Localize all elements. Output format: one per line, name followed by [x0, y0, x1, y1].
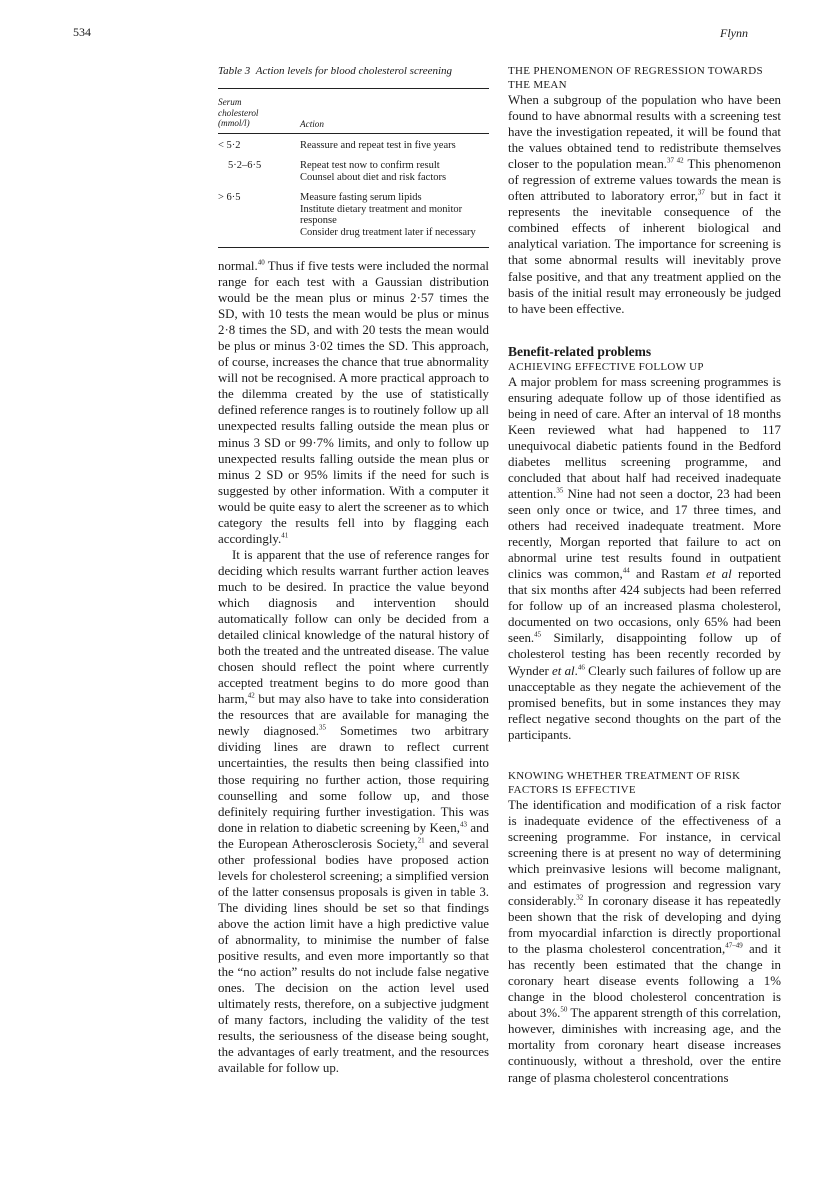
- action-cell: [300, 160, 489, 183]
- text-run: reported that six months after 424 subjects had been referred for follow up of an increased plasma cholesterol, documented on two occasions, only 65% had been seen.: [508, 567, 781, 646]
- header-line: (mmol/l): [218, 118, 250, 128]
- citation: 42: [247, 691, 255, 700]
- table-caption: [218, 64, 489, 78]
- text-run: A major problem for mass screening programmes is ensuring adequate follow up of those identified as being in need of care. After an interval of 18 months Keen reviewed what had happened to 117 unequivocal diabetic patients found in the Bedford diabetes mellitus screening programme, and concluded that about half had received inadequate attention.: [508, 374, 781, 501]
- paragraph: [218, 547, 489, 1077]
- citation: 35: [556, 486, 564, 495]
- table-header-row: [218, 89, 489, 133]
- action-line: Measure fasting serum lipids: [300, 192, 422, 203]
- action-cell: [300, 140, 489, 152]
- action-cell: [300, 192, 489, 238]
- citation: 47–49: [725, 941, 743, 950]
- citation: 35: [319, 724, 326, 733]
- text-run: It is apparent that the use of reference ranges for deciding which results warrant further action leaves much to be desired. In practice the value beyond which diagnosis and intervention should automatically follow can only be decided from a detailed clinical knowledge of the natural history of both the treated and the untreated disease. The value chosen should reflect the point where currently accepted treatment begins to do more good than harm,: [218, 547, 489, 707]
- subsection-heading-follow-up: ACHIEVING EFFECTIVE FOLLOW UP: [508, 360, 704, 373]
- section-heading-regression: THE PHENOMENON OF REGRESSION TOWARDS THE MEAN: [508, 65, 763, 91]
- text-run: The identification and modification of a risk factor is inadequate evidence of the effectiveness of a screening programme. For instance, in cervical screening there is at present no way of determining which preinvasive lesions will become malignant, and estimates of progression and regression vary considerably.: [508, 797, 781, 909]
- running-head: Flynn: [720, 26, 748, 40]
- column-header-cholesterol: [218, 97, 300, 129]
- header-line: Serum: [218, 97, 242, 107]
- text-run: and the European Atherosclerosis Society,: [218, 820, 489, 851]
- page-number: 534: [73, 25, 91, 39]
- text-run: but in fact it represents the inevitable consequence of the combined effects of inherent biological and analytical variation. The importance for screening is that some abnormal results will inevitably prove false positive, and that any treatment applied on the basis of the initial result may erroneously be judged to have been effective.: [508, 189, 781, 316]
- text-run: The apparent strength of this correlation, however, diminishes with increasing age, and the mortality from coronary heart disease increases continuously, without a threshold, over the entire range of plasma cholesterol concentrations: [508, 1006, 781, 1085]
- text-run: Thus if five tests were included the normal range for each test with a Gaussian distribution would be the mean plus or minus 2·57 times the SD, with 10 tests the mean would be plus or minus 2·8 times the SD, and with 20 tests the mean would be plus or minus 3·02 times the SD. This approach, of course, increases the chance that true abnormality will not be recognised. A more practical approach to the dilemma created by the use of statistically defined reference ranges is to routinely follow up all unexpected results falling outside the mean plus or minus 3 SD or 99·7% limits, and only to follow up unexpected results falling outside the mean plus or minus 2 SD or 95% limits if the need for such is suggested by other information. With a computer it would be quite easy to alert the screener as to which category the results fell into by flagging each accordingly.: [218, 259, 489, 546]
- table-body: [218, 134, 489, 239]
- table-caption-text: Action levels for blood cholesterol screening: [255, 65, 453, 77]
- text-run: Similarly, disappointing follow up of cholesterol testing has been recently recorded by Wynder: [508, 631, 781, 678]
- action-line: response: [300, 215, 337, 226]
- text-run: and Rastam: [629, 567, 707, 582]
- citation: 46: [577, 663, 585, 672]
- text-run: Sometimes two arbitrary dividing lines are drawn to reflect current uncertainties, the results then being classified into those requiring no further action, those requiring counselling and some follow up, and those definitely requiring further investigation. This was done in relation to diabetic screening by Keen,: [218, 724, 490, 835]
- text-run: In coronary disease it has repeatedly been shown that the risk of developing and dying from myocardial infarction is directly proportional to the plasma cholesterol concentration,: [508, 894, 781, 957]
- paragraph: [218, 258, 489, 547]
- citation: 43: [459, 820, 467, 829]
- paragraph: [508, 374, 781, 743]
- action-line: Repeat test now to confirm result: [300, 160, 440, 171]
- table-row: [218, 140, 489, 152]
- column-header-action: Action: [300, 118, 324, 129]
- citation: 45: [534, 631, 542, 640]
- paragraph: [508, 92, 781, 317]
- citation: 41: [281, 531, 289, 540]
- citation: 32: [576, 893, 584, 902]
- citation: 40: [257, 258, 265, 267]
- action-line: Consider drug treatment later if necessary: [300, 226, 476, 238]
- citation: 21: [417, 836, 425, 845]
- section-heading-benefit: Benefit-related problems: [508, 343, 652, 359]
- cholesterol-level: > 6·5: [218, 192, 241, 203]
- table-row: [218, 160, 489, 183]
- text-run: and several other professional bodies have proposed action levels for cholesterol screening; a simplified version of the latter consensus proposals is given in table 3. The dividing lines should be set so that findings above the action limit have a high predictive value of abnormality, to minimise the number of false positive results, and even more importantly so that the “no action” results do not include false negative ones. The decision on the action level used ultimately rests, therefore, on a subjective judgment of many factors, including the validity of the test results, the seriousness of the disease being sought, the advantages of early treatment, and the resources available for follow up.: [218, 836, 489, 1076]
- text-run: Clearly such failures of follow up are unacceptable as they negate the achievement of the promised benefits, but in some instances they may reflect negative second thoughts on the part of the participants.: [508, 663, 781, 742]
- text-run: .: [574, 663, 578, 678]
- cholesterol-level: 5·2–6·5: [228, 160, 262, 171]
- citation: 37 42: [667, 156, 684, 165]
- citation: 44: [622, 566, 630, 575]
- action-line: Institute dietary treatment and monitor: [300, 203, 463, 215]
- text-run: When a subgroup of the population who have been found to have abnormal results with a screening test have the investigation repeated, it will be found that the values obtained tend to redistribute themselves closer to the population mean.: [508, 93, 781, 172]
- action-line: Counsel about diet and risk factors: [300, 171, 447, 183]
- text-run: et al: [706, 567, 732, 582]
- table-caption-number: Table 3: [218, 65, 251, 77]
- table-row: [218, 192, 489, 238]
- text-run: and it has recently been estimated that the change in coronary heart disease events following a 1% change in the blood cholesterol concentration is about 3%.: [508, 942, 781, 1021]
- citation: 50: [560, 1006, 568, 1015]
- cholesterol-level: < 5·2: [218, 139, 241, 151]
- right-column: [508, 64, 781, 1086]
- text-run: normal.: [218, 259, 258, 273]
- paragraph: [508, 797, 781, 1086]
- left-column: [218, 258, 489, 1076]
- text-run: This phenomenon of regression of extreme values towards the mean is often attributed to laboratory error,: [508, 157, 781, 204]
- table-bottom-rule: [218, 247, 489, 248]
- text-run: et al: [552, 663, 575, 678]
- subsection-heading-risk-factors: KNOWING WHETHER TREATMENT OF RISK FACTORS IS EFFECTIVE: [508, 769, 741, 796]
- table-3: [218, 64, 489, 248]
- header-line: cholesterol: [218, 107, 259, 118]
- text-run: but may also have to take into consideration the resources that are available for managing the newly diagnosed.: [218, 692, 489, 739]
- action-line: Reassure and repeat test in five years: [300, 139, 456, 151]
- text-run: Nine had not seen a doctor, 23 had been seen only once or twice, and 17 three times, and others had received inadequate treatment. More recently, Morgan reported that failure to act on abnormal urine test results found in outpatient clinics was common,: [508, 486, 781, 582]
- citation: 37: [697, 188, 705, 197]
